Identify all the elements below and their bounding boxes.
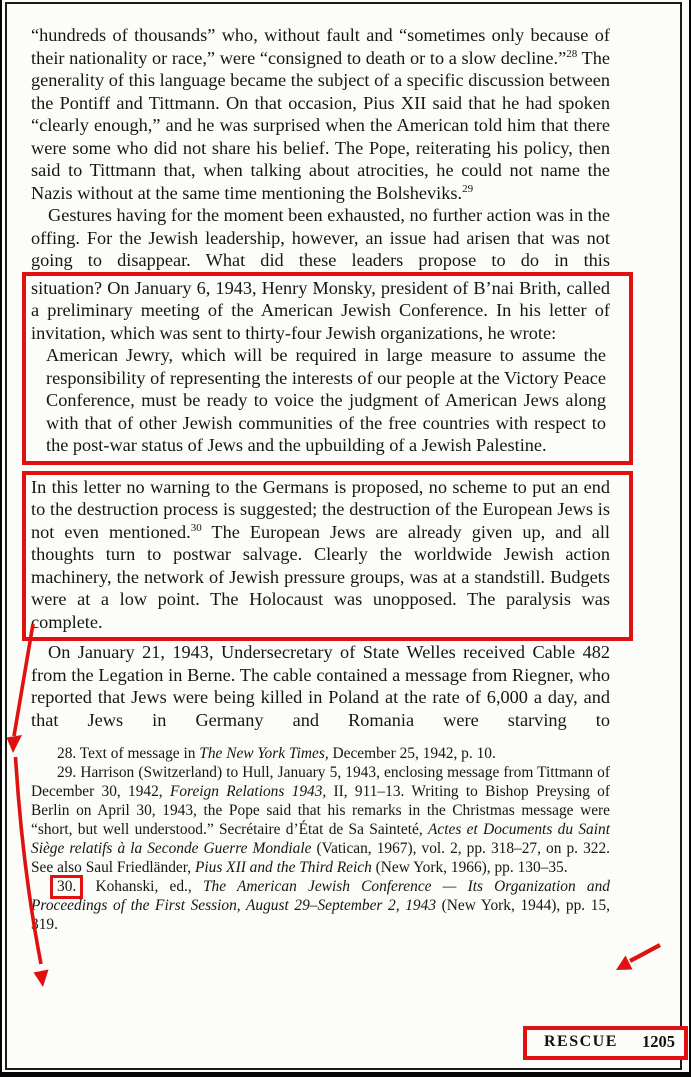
footnote-30-marker: 30. <box>57 878 77 895</box>
footnote-30-text2: (New York, 1944), pp. 15, 319. <box>31 897 610 933</box>
footnote-30-title: The American Jewish Conference — Its Organization and Proceedings of the First Session, August 29–September 2, 1943 <box>31 878 610 914</box>
annotation-box-running-head <box>523 1026 688 1060</box>
boxed-paragraph-no-warning-text: In this letter no warning to the Germans is proposed, no scheme to put an end to the destruction process is suggested; the destruction of the European Jews is not even mentioned. <box>31 476 610 542</box>
footnote-ref-29: 29 <box>462 182 474 195</box>
footnote-29-text2: II, 911–13. Writing to Bishop Preysing of Berlin on April 30, 1943, the Pope said that his remarks in the Christmas message were “short, but well understood.” Secrétaire d’État de Sa Sainteté, <box>31 783 610 838</box>
footnote-29-title2: Actes et Documents du Saint Siège relatifs à la Seconde Guerre Mondiale <box>31 821 610 857</box>
running-head: RESCUE <box>544 1033 618 1050</box>
footnote-ref-28: 28 <box>566 47 578 60</box>
paragraph-cable-482: On January 21, 1943, Undersecretary of State Welles received Cable 482 from the Legation in Berne. The cable contained a message from Riegner, who reported that Jews were being killed in Poland at the rate of 6,000 a day, and that Jews in Germany and Romania were starving to <box>31 642 610 730</box>
paragraph-pius-tittmann-text2: The generality of this language became the subject of a specific discussion between the Pontiff and Tittmann. On that occasion, Pius XII said that he had spoken “clearly enough,” and he was surprised when the American told him that there were some who did not share his belief. The Pope, reiterating his policy, then said to Tittmann that, when talking about atrocities, he could not name the Nazis without at the same time mentioning the Bolsheviks. <box>31 47 610 203</box>
footnote-29-text: 29. Harrison (Switzerland) to Hull, January 5, 1943, enclosing message from Tittmann of December 30, 1942, <box>31 764 610 800</box>
footnote-29-text4: (New York, 1966), pp. 130–35. <box>371 859 568 876</box>
page-number: 1205 <box>642 1032 675 1051</box>
footnote-28-title: The New York Times, <box>199 745 329 762</box>
block-quote-american-jewry: American Jewry, which will be required in large measure to assume the responsibility of representing the interests of our people at the Victory Peace Conference, must be ready to voice the judgment of American Jews along with that of other Jewish communities of the free countries with respect to the post-war status of Jews and the upbuilding of a Jewish Palestine. <box>46 345 606 455</box>
boxed-paragraph-monsky: situation? On January 6, 1943, Henry Monsky, president of B’nai Brith, called a preliminary meeting of the American Jewish Conference. In his letter of invitation, which was sent to thirty-four Jewish organizations, he wrote: <box>31 277 610 343</box>
paragraph-pius-tittmann-text: “hundreds of thousands” who, without fault and “sometimes only because of their nationality or race,” were “consigned to death or to a slow decline.” <box>31 25 610 68</box>
annotation-box-paralysis-paragraph <box>22 471 633 642</box>
page-text-column <box>31 24 610 934</box>
footnote-28-text: 28. Text of message in <box>57 745 200 762</box>
annotation-box-monsky-paragraph <box>22 272 633 465</box>
book-page <box>2 0 689 1072</box>
footnote-29 <box>31 763 610 877</box>
footnote-29-text3: (Vatican, 1967), vol. 2, pp. 318–27, on p. 322. See also Saul Friedländer, <box>31 840 610 876</box>
annotation-box-footnote-30-marker <box>50 875 83 899</box>
footnote-30-text: Kohanski, ed., <box>84 878 203 895</box>
footnote-ref-30: 30 <box>190 521 202 534</box>
boxed-paragraph-no-warning-text2: The European Jews are already given up, and all thoughts turn to postwar salvage. Clearly the worldwide Jewish action machinery, the network of Jewish pressure groups, was at a standstill. Budgets were at a low point. The Holocaust was unopposed. The paralysis was complete. <box>31 521 611 632</box>
footnote-28-text2: December 25, 1942, p. 10. <box>328 745 496 762</box>
paragraph-gestures: Gestures having for the moment been exhausted, no further action was in the offing. For the Jewish leadership, however, an issue had arisen that was not going to disappear. What did these leaders propose to do in this <box>31 205 610 270</box>
paragraph-pius-tittmann <box>31 24 610 204</box>
boxed-paragraph-no-warning <box>31 476 610 634</box>
footnote-28 <box>31 744 610 763</box>
footnote-29-title3: Pius XII and the Third Reich <box>194 859 372 876</box>
footnote-29-title: Foreign Relations 1943, <box>169 783 327 800</box>
footnotes-block <box>31 744 610 934</box>
footnote-30 <box>31 877 610 934</box>
